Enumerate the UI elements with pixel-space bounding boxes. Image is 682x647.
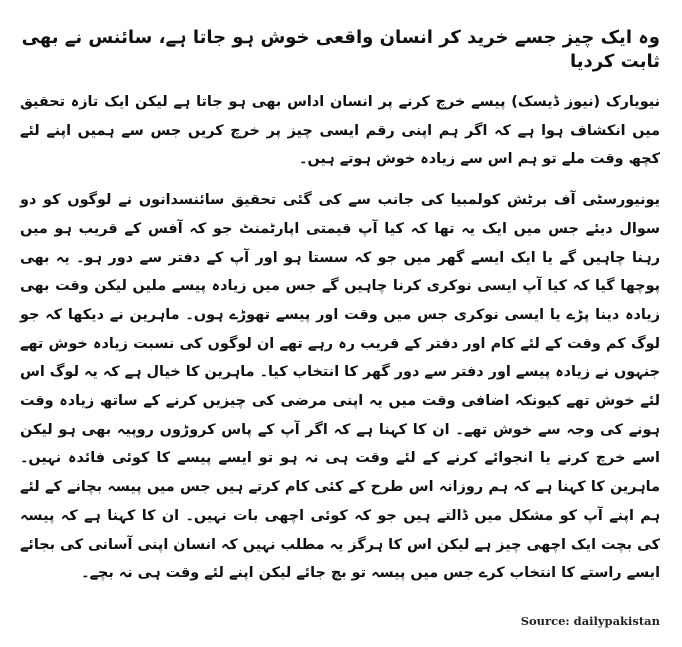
source-credit: Source: dailypakistan bbox=[520, 614, 660, 628]
article-paragraph-intro: نیویارک (نیوز ڈیسک) پیسے خرچ کرنے پر انسان اداس بھی ہو جاتا ہے لیکن ایک تازہ تحقیق میں انکشاف ہوا ہے کہ اگر ہم اپنی رقم ایسی چیز پر خرچ کریں جس سے ہمیں اپنے لئے کچھ وقت ملے تو ہم اس سے زیادہ خوش ہوتے ہیں۔ bbox=[20, 94, 660, 168]
article-title: وہ ایک چیز جسے خرید کر انسان واقعی خوش ہو جاتا ہے، سائنس نے بھی ثابت کردیا bbox=[21, 27, 660, 72]
article-paragraph-body: یونیورسٹی آف برٹش کولمبیا کی جانب سے کی گئی تحقیق سائنسدانوں نے لوگوں کو دو سوال دیئے جس میں ایک یہ تھا کہ کیا آپ قیمتی اپارٹمنٹ جو کہ آفس کے قریب ہو میں رہنا چاہیں گے یا ایک ایسے گھر میں جو کہ سستا ہو اور آپ کے دفتر سے دور ہو۔ یہ بھی پوچھا گیا کہ کیا آپ ایسی نوکری کرنا چاہیں گے جس میں زیادہ پیسے ملیں لیکن وقت بھی زیادہ دینا پڑے یا ایسی نوکری جس میں وقت اور پیسے تھوڑے ہوں۔ ماہرین نے دیکھا کہ جو لوگ کم وقت کے لئے کام اور دفتر کے قریب رہ رہے تھے ان لوگوں کی نسبت زیادہ خوش تھے جنہوں نے زیادہ پیسے اور دفتر سے دور گھر کا انتخاب کیا۔ ماہرین کا خیال ہے کہ یہ لوگ اس لئے خوش تھے کیونکہ اضافی وقت میں یہ اپنی مرضی کی چیزیں کرنے کے ساتھ زیادہ وقت ہونے کی وجہ سے خوش تھے۔ ان کا کہنا ہے کہ اگر آپ کے پاس کروڑوں روپیہ بھی ہو لیکن اسے خرچ کرنے یا انجوائے کرنے کے لئے وقت ہی نہ ہو تو ایسے پیسے کا کوئی فائدہ نہیں۔ ماہرین کا کہنا ہے کہ ہم روزانہ اس طرح کے کئی کام کرتے ہیں جس میں پیسہ بچانے کے لئے ہم اپنے آپ کو مشکل میں ڈالتے ہیں جو کہ کوئی اچھی بات نہیں۔ ان کا کہنا ہے کہ پیسہ کی بچت ایک اچھی چیز ہے لیکن اس کا ہرگز یہ مطلب نہیں کہ انسان اپنی آسانی کی بجائے ایسے راستے کا انتخاب کرے جس میں پیسہ تو بچ جائے لیکن اپنے لئے وقت ہی نہ بچے۔ bbox=[20, 192, 660, 582]
